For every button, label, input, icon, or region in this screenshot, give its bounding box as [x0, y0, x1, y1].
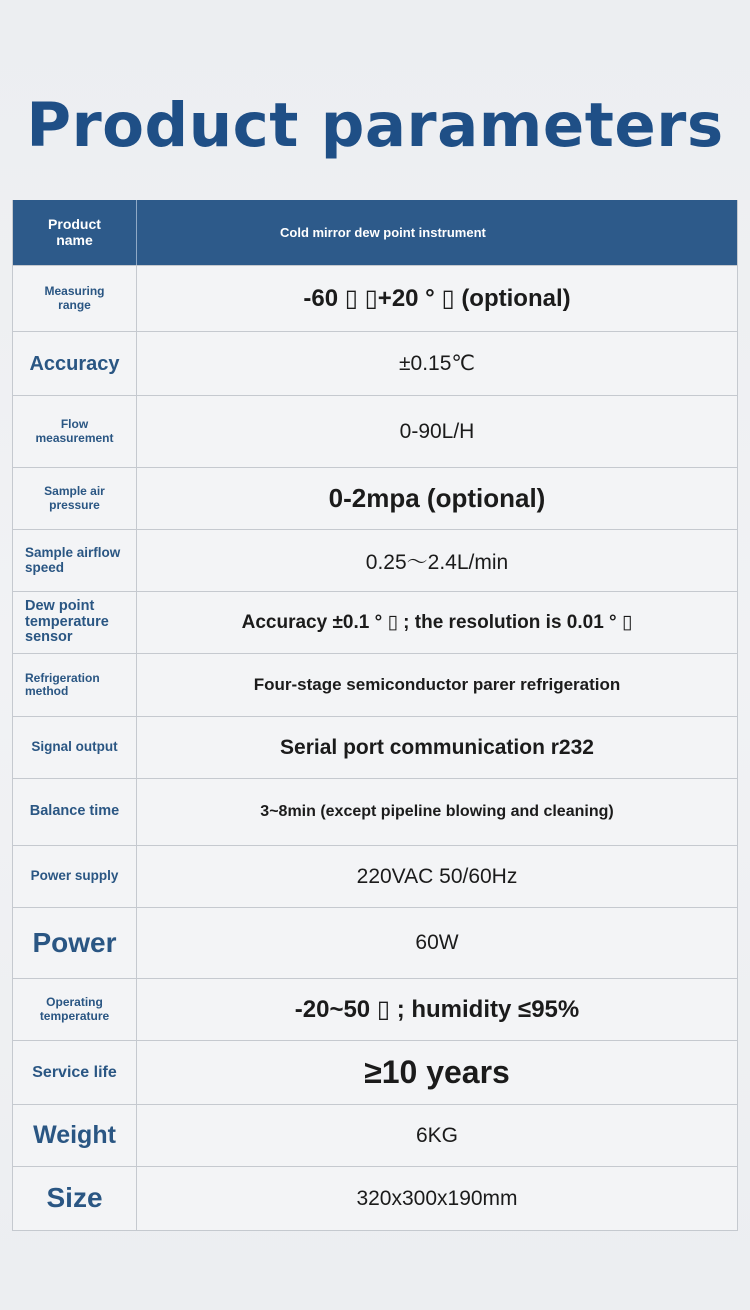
row-label: Dew point temperature sensor — [13, 592, 137, 653]
table-row-balance-time — [13, 778, 737, 845]
table-row-sample-airflow-speed — [13, 529, 737, 591]
row-value: 0-90L/H — [399, 419, 475, 443]
table-row-power-supply — [13, 845, 737, 907]
row-label: Power — [13, 908, 137, 978]
row-label: Refrigeration method — [13, 654, 137, 716]
table-row-dew-point-sensor — [13, 591, 737, 653]
row-label: Signal output — [13, 717, 137, 778]
header-value: Cold mirror dew point instrument — [280, 225, 486, 240]
row-label: Weight — [13, 1105, 137, 1166]
row-value: 320x300x190mm — [356, 1186, 518, 1210]
table-row-operating-temperature — [13, 978, 737, 1040]
row-value: Four-stage semiconductor parer refrigeration — [253, 675, 621, 694]
page-title: Product parameters — [26, 90, 724, 161]
table-row-size — [13, 1166, 737, 1230]
row-label: Balance time — [13, 779, 137, 845]
table-row-service-life — [13, 1040, 737, 1104]
row-value: 220VAC 50/60Hz — [356, 864, 518, 888]
row-label: Power supply — [13, 846, 137, 907]
parameters-table — [12, 200, 738, 1231]
row-value: 0-2mpa (optional) — [328, 483, 546, 513]
row-value: Accuracy ±0.1 ° ▯ ; the resolution is 0.01 ° ▯ — [241, 612, 633, 633]
row-label: Operating temperature — [13, 979, 137, 1040]
table-row-accuracy — [13, 331, 737, 395]
row-value: 60W — [415, 931, 459, 954]
table-row-power — [13, 907, 737, 978]
row-value: ±0.15℃ — [399, 352, 475, 375]
row-label: Accuracy — [13, 332, 137, 395]
row-label: Flow measurement — [13, 396, 137, 467]
row-label: Service life — [13, 1041, 137, 1104]
row-label: Sample air pressure — [13, 468, 137, 529]
row-value: 0.25～2.4L/min — [365, 550, 509, 574]
row-value: -60 ▯ ▯+20 ° ▯ (optional) — [303, 285, 571, 312]
row-value: 3~8min (except pipeline blowing and cleaning) — [260, 803, 614, 820]
row-value: -20~50 ▯ ; humidity ≤95% — [294, 996, 580, 1023]
row-value: Serial port communication r232 — [280, 735, 594, 759]
row-label: Measuring range — [13, 266, 137, 331]
header-label: Product name — [13, 200, 137, 265]
table-row-measuring-range — [13, 265, 737, 331]
table-row-refrigeration-method — [13, 653, 737, 716]
table-row-flow-measurement — [13, 395, 737, 467]
table-row-weight — [13, 1104, 737, 1166]
table-row-sample-air-pressure — [13, 467, 737, 529]
table-row-signal-output — [13, 716, 737, 778]
row-label: Size — [13, 1167, 137, 1230]
row-value: 6KG — [415, 1123, 459, 1147]
table-header-row — [13, 200, 737, 265]
row-value: ≥10 years — [364, 1054, 510, 1090]
row-label: Sample airflow speed — [13, 530, 137, 591]
